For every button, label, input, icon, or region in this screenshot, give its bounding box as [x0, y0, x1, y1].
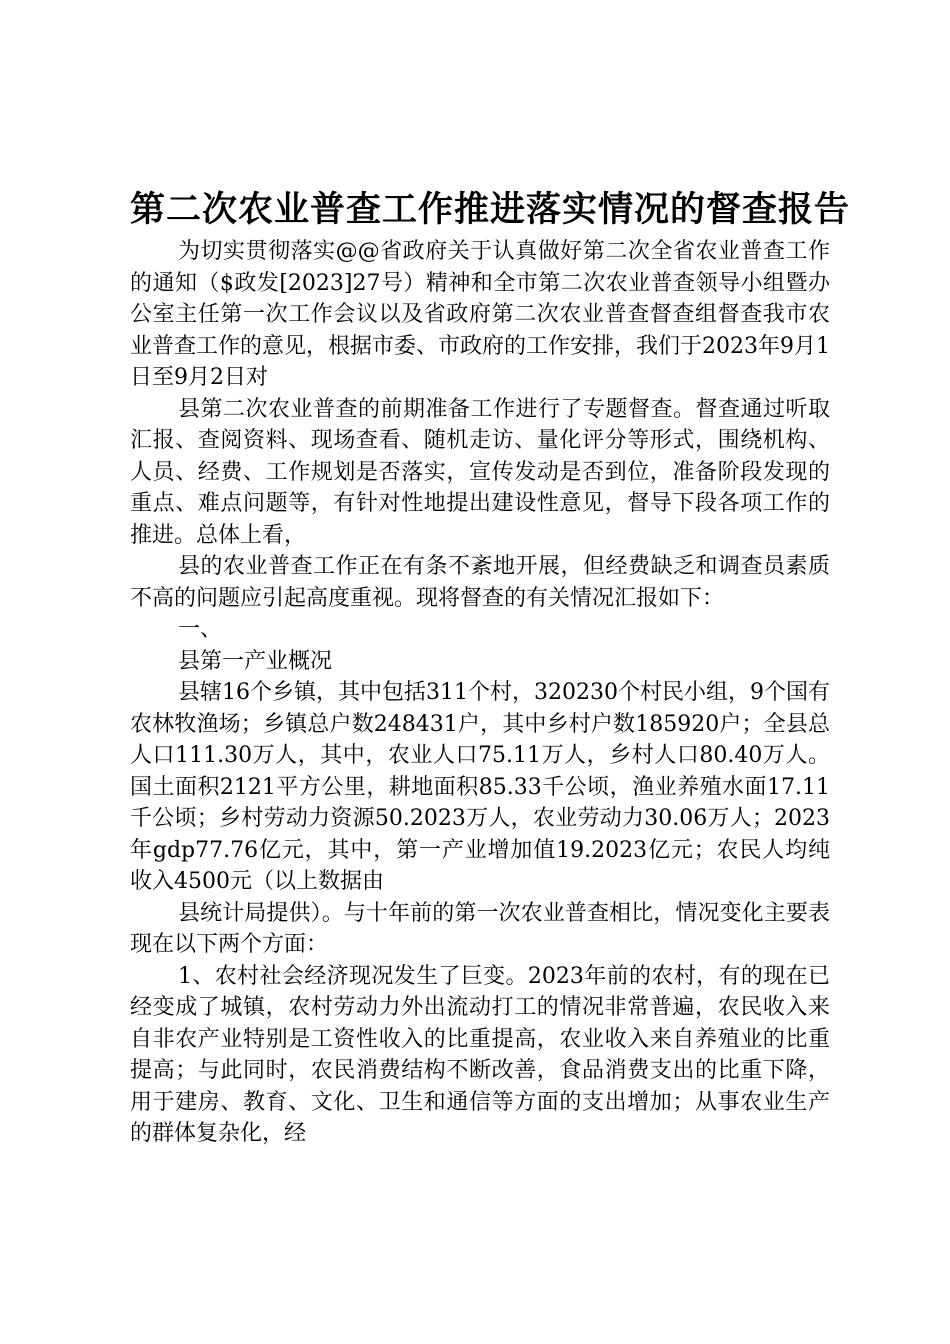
section-heading: 县第一产业概况 [178, 648, 333, 674]
paragraph-data-source: 县统计局提供）。与十年前的第一次农业普查相比，情况变化主要表现在以下两个方面： [130, 900, 830, 957]
paragraph-overall-status: 县的农业普查工作正在有条不紊地开展，但经费缺乏和调查员素质不高的问题应引起高度重视。现将督查的有关情况汇报如下： [130, 554, 830, 611]
paragraph-change-one: 1、农村社会经济现况发生了巨变。2023年前的农村，有的现在已经变成了城镇，农村劳动力外出流动打工的情况非常普遍，农民收入来自非农产业特别是工资性收入的比重提高，农业收入来自养殖业的比重提高；与此同时，农民消费结构不断改善，食品消费支出的比重下降，用于建房、教育、文化、卫生和通信等方面的支出增加；从事农业生产的群体复杂化，经 [130, 963, 830, 1146]
paragraph-inspection-method: 县第二次农业普查的前期准备工作进行了专题督查。督查通过听取汇报、查阅资料、现场查看、随机走访、量化评分等形式，围绕机构、人员、经费、工作规划是否落实，宣传发动是否到位，准备阶段发现的重点、难点问题等，有针对性地提出建设性意见，督导下段各项工作的推进。总体上看， [130, 396, 830, 548]
section-number: 一、 [178, 617, 223, 642]
paragraph-county-statistics: 县辖16个乡镇，其中包括311个村，320230个村民小组，9个国有农林牧渔场；乡镇总户数248431户，其中乡村户数185920户；全县总人口111.30万人，其中，农业人口75.11万人，乡村人口80.40万人。国土面积2121平方公里，耕地面积85.33千公顷，渔业养殖水面17.11千公顷；乡村劳动力资源50.2023万人，农业劳动力30.06万人；2023年gdp77.76亿元，其中，第一产业增加值19.2023亿元；农民人均纯收入4500元（以上数据由 [130, 680, 830, 894]
paragraph-intro: 为切实贯彻落实@@省政府关于认真做好第二次全省农业普查工作的通知（$政发[2023]27号）精神和全市第二次农业普查领导小组暨办公室主任第一次工作会议以及省政府第二次农业普查督查组督查我市农业普查工作的意见，根据市委、市政府的工作安排，我们于2023年9月1日至9月2日对 [130, 239, 830, 390]
document-body [130, 236, 830, 1150]
document-title: 第二次农业普查工作推进落实情况的督查报告 [130, 189, 851, 230]
